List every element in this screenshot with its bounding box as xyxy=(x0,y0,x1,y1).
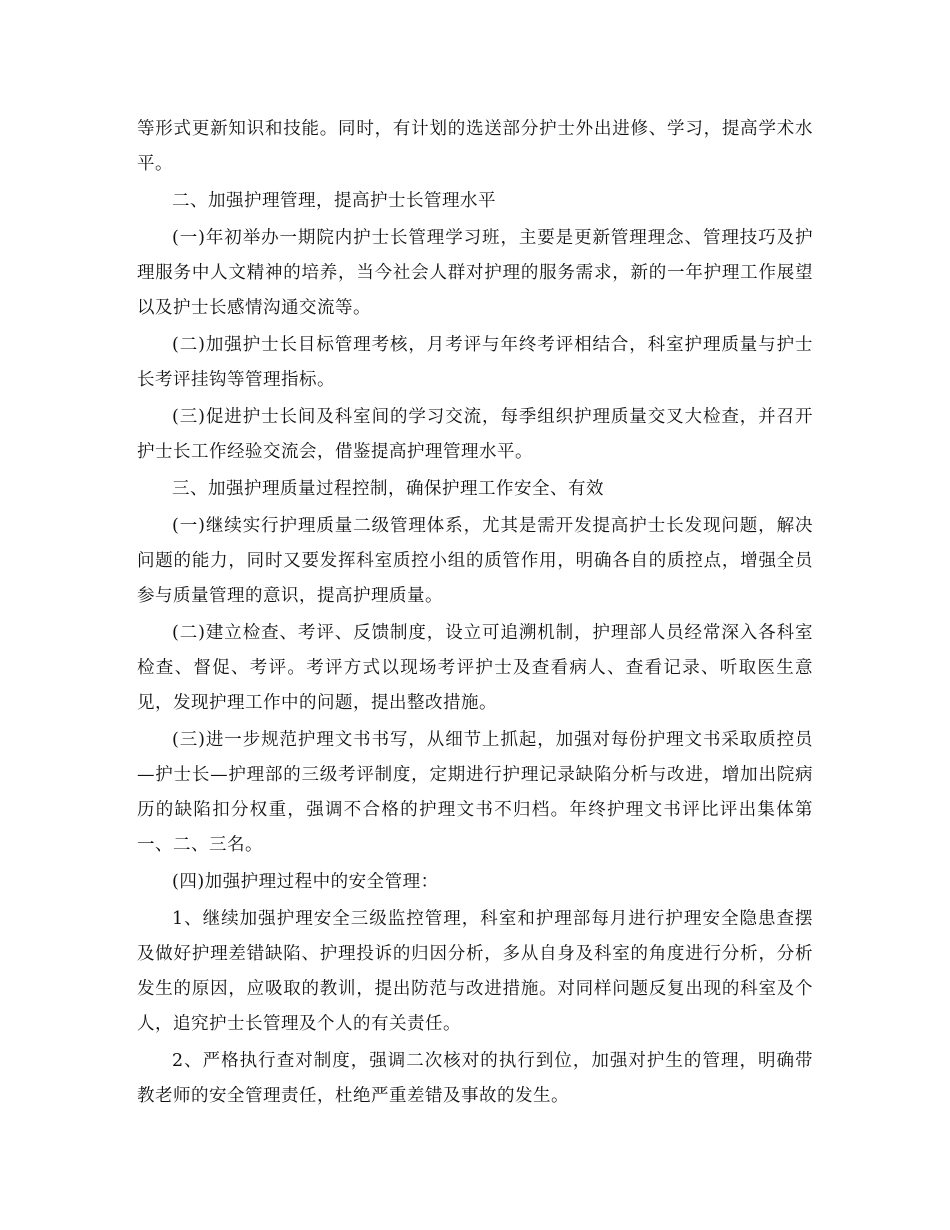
paragraph-3-4-item-2: 2、严格执行查对制度，强调二次核对的执行到位，加强对护生的管理，明确带教老师的安全管理责任，杜绝严重差错及事故的发生。 xyxy=(137,1051,813,1106)
paragraph-continuation: 等形式更新知识和技能。同时，有计划的选送部分护士外出进修、学习，提高学术水平。 xyxy=(137,119,813,174)
document-body xyxy=(137,112,813,1116)
section-heading-3: 三、加强护理质量过程控制，确保护理工作安全、有效 xyxy=(172,479,604,499)
paragraph-3-4-heading: (四)加强护理过程中的安全管理： xyxy=(172,872,439,892)
paragraph-3-3: (三)进一步规范护理文书书写，从细节上抓起，加强对每份护理文书采取质控员—护士长—护理部的三级考评制度，定期进行护理记录缺陷分析与改进，增加出院病历的缺陷扣分权重，强调不合格的护理文书不归档。年终护理文书评比评出集体第一、二、三名。 xyxy=(137,730,813,855)
paragraph-3-2: (二)建立检查、考评、反馈制度，设立可追溯机制，护理部人员经常深入各科室检查、督促、考评。考评方式以现场考评护士及查看病人、查看记录、听取医生意见，发现护理工作中的问题，提出整改措施。 xyxy=(137,623,813,713)
paragraph-3-1: (一)继续实行护理质量二级管理体系，尤其是需开发提高护士长发现问题，解决问题的能力，同时又要发挥科室质控小组的质管作用，明确各自的质控点，增强全员参与质量管理的意识，提高护理质量。 xyxy=(137,516,813,606)
paragraph-3-4-item-1: 1、继续加强护理安全三级监控管理，科室和护理部每月进行护理安全隐患查摆及做好护理差错缺陷、护理投诉的归因分析，多从自身及科室的角度进行分析，分析发生的原因，应吸取的教训，提出防范与改进措施。对同样问题反复出现的科室及个人，追究护士长管理及个人的有关责任。 xyxy=(137,909,813,1034)
paragraph-2-1: (一)年初举办一期院内护士长管理学习班，主要是更新管理理念、管理技巧及护理服务中人文精神的培养，当今社会人群对护理的服务需求，新的一年护理工作展望以及护士长感情沟通交流等。 xyxy=(137,228,813,318)
paragraph-2-2: (二)加强护士长目标管理考核，月考评与年终考评相结合，科室护理质量与护士长考评挂钩等管理指标。 xyxy=(137,335,813,390)
section-heading-2: 二、加强护理管理，提高护士长管理水平 xyxy=(172,191,496,211)
paragraph-2-3: (三)促进护士长间及科室间的学习交流，每季组织护理质量交叉大检查，并召开护士长工作经验交流会，借鉴提高护理管理水平。 xyxy=(137,407,813,462)
